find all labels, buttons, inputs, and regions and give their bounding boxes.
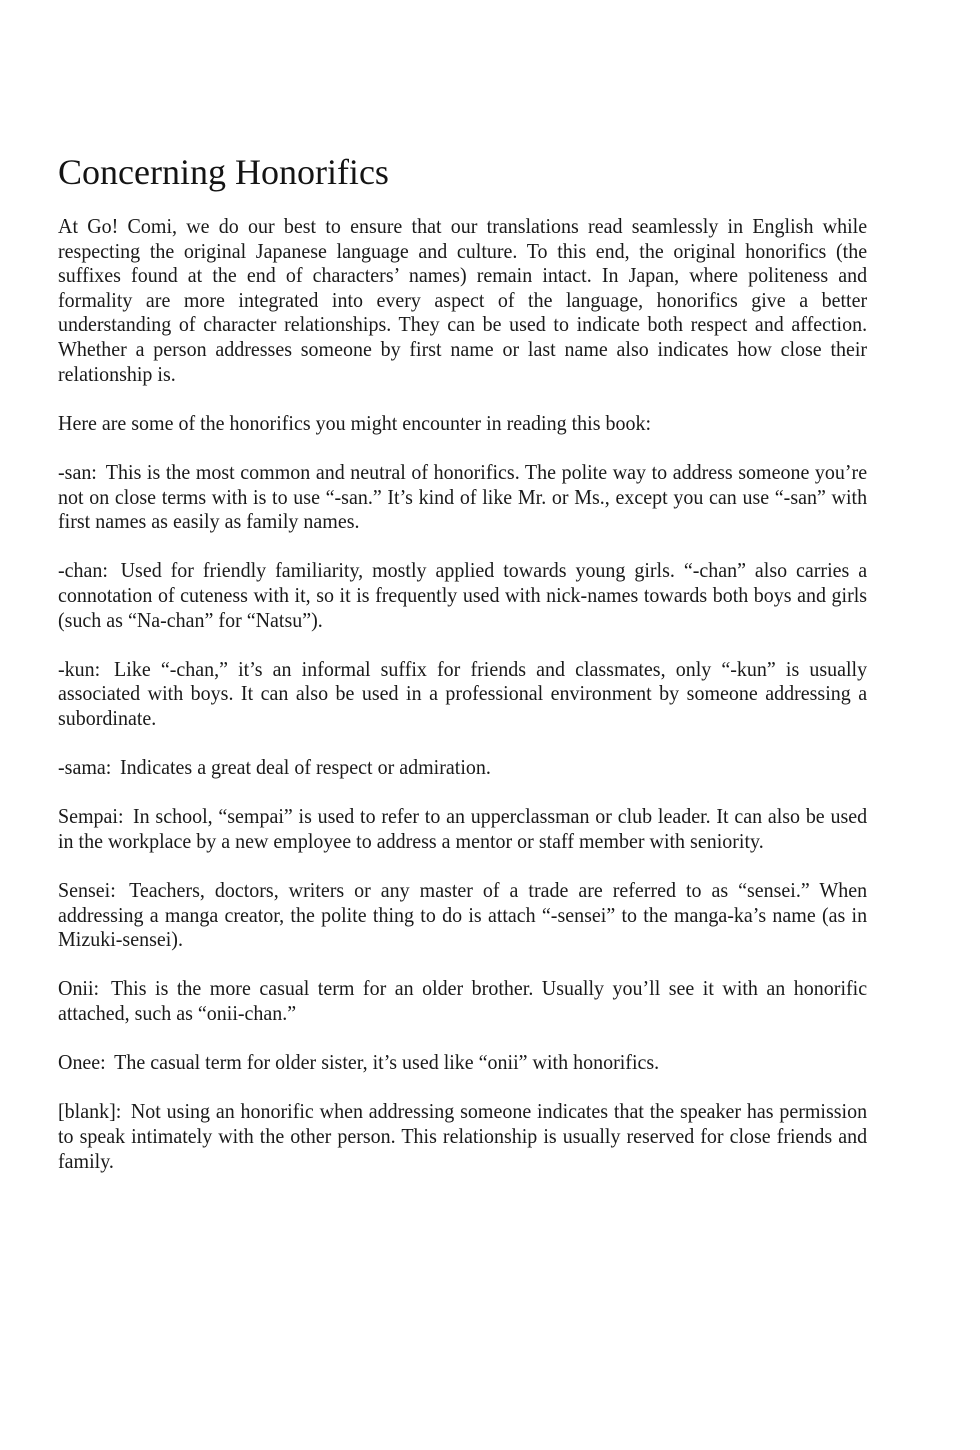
- honorific-entry-san: [58, 460, 867, 534]
- entry-definition: Teachers, doctors, writers or any master of a trade are referred to as “sensei.” When addressing a manga creator, the polite thing to do is attach “-sensei” to the manga-ka’s name (as in Mizuki-sensei).: [58, 878, 868, 952]
- entry-term: Sensei:: [58, 878, 116, 903]
- entry-term: Onii:: [58, 976, 100, 1001]
- entry-term: [blank]:: [58, 1099, 122, 1124]
- honorific-entry-sama: [58, 755, 867, 780]
- honorific-entry-kun: [58, 657, 867, 731]
- page-title: Concerning Honorifics: [58, 152, 389, 192]
- document-page: [58, 150, 868, 1198]
- honorific-entry-chan: [58, 558, 867, 632]
- honorific-entry-sensei: [58, 878, 867, 952]
- entry-definition: In school, “sempai” is used to refer to an upperclassman or club leader. It can also be used in the workplace by a new employee to address a mentor or staff member with seniority.: [58, 804, 868, 853]
- honorific-entry-onee: [58, 1050, 867, 1075]
- entry-definition: Not using an honorific when addressing someone indicates that the speaker has permission to speak intimately with the other person. This relationship is usually reserved for close friends and family.: [58, 1099, 868, 1173]
- entry-term: Onee:: [58, 1050, 106, 1075]
- entry-definition: The casual term for older sister, it’s used like “onii” with honorifics.: [114, 1050, 660, 1075]
- entry-definition: This is the more casual term for an older brother. Usually you’ll see it with an honorific attached, such as “onii-chan.”: [58, 976, 868, 1025]
- intro-paragraph: At Go! Comi, we do our best to ensure that our translations read seamlessly in English while respecting the original Japanese language and culture. To this end, the original honorifics (the suffixes found at the end of characters’ names) remain intact. In Japan, where politeness and formality are more integrated into every aspect of the language, honorifics give a better understanding of character relationships. They can be used to indicate both respect and affection. Whether a person addresses someone by first name or last name also indicates how close their relationship is.: [58, 214, 868, 386]
- entry-definition: This is the most common and neutral of honorifics. The polite way to address someone you’re not on close terms with is to use “-san.” It’s kind of like Mr. or Ms., except you can use “-san” with first names as easily as family names.: [58, 459, 868, 534]
- entry-definition: Used for friendly familiarity, mostly applied towards young girls. “-chan” also carries a connotation of cuteness with it, so it is frequently used with nick-names towards both boys and girls (such as “Na-chan” for “Natsu”).: [58, 558, 868, 632]
- lead-in-paragraph: Here are some of the honorifics you might encounter in reading this book:: [58, 410, 652, 435]
- entry-term: Sempai:: [58, 804, 124, 829]
- entry-term: -chan:: [58, 558, 108, 583]
- entry-term: -sama:: [58, 755, 112, 780]
- honorific-entry-onii: [58, 976, 867, 1025]
- entry-term: -san:: [58, 459, 97, 484]
- entry-definition: Indicates a great deal of respect or admiration.: [120, 755, 491, 780]
- honorific-entry-blank: [58, 1099, 867, 1173]
- entry-definition: Like “-chan,” it’s an informal suffix for friends and classmates, only “-kun” is usually associated with boys. It can also be used in a professional environment by someone addressing a subordinate.: [58, 656, 868, 730]
- honorific-entry-sempai: [58, 804, 867, 853]
- entry-term: -kun:: [58, 656, 101, 681]
